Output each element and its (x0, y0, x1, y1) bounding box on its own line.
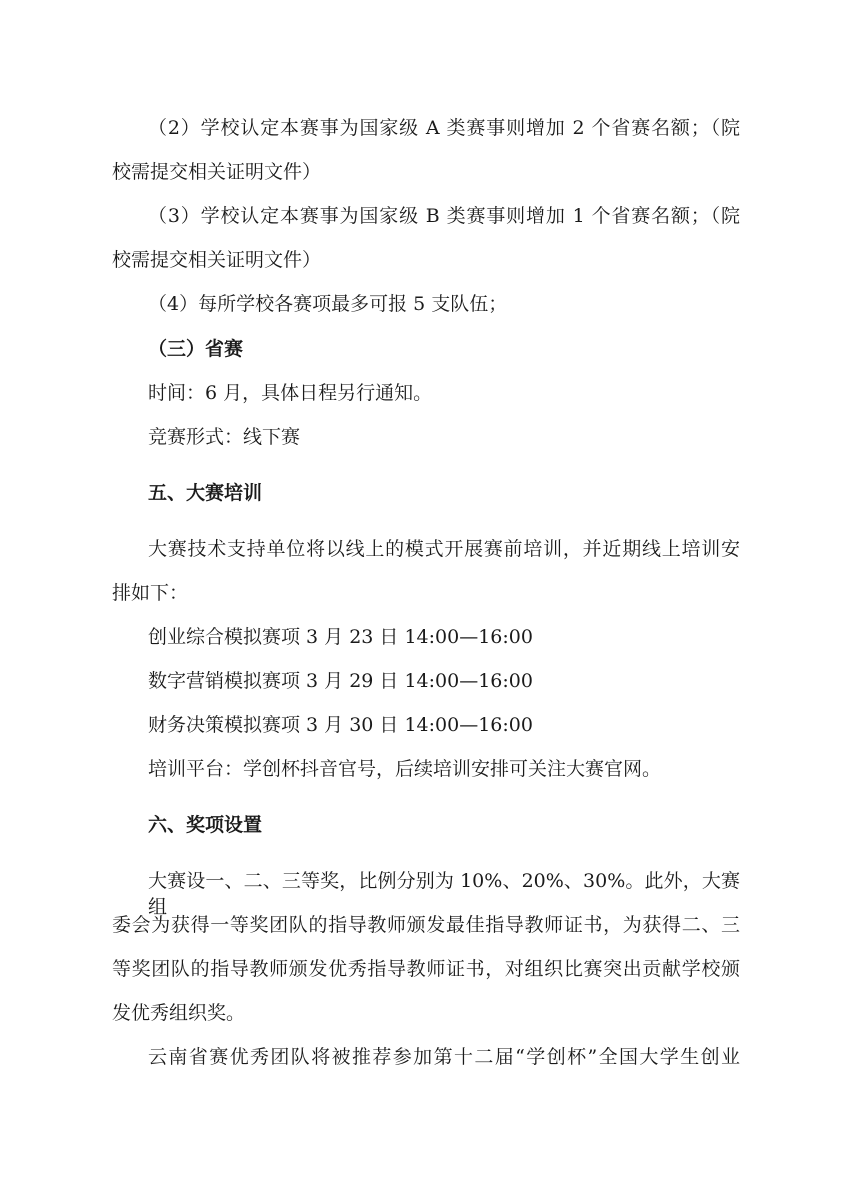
section-3-format: 竞赛形式：线下赛 (148, 426, 301, 448)
awards-line-2: 委会为获得一等奖团队的指导教师颁发最佳指导教师证书，为获得二、三 (112, 914, 740, 936)
training-session: 数字营销模拟赛项 3 月 29 日 14:00—16:00 (148, 670, 533, 692)
item-3-line-1: （3）学校认定本赛事为国家级 B 类赛事则增加 1 个省赛名额；（院 (148, 205, 740, 227)
item-4: （4）每所学校各赛项最多可报 5 支队伍； (148, 293, 508, 315)
item-3-line-2: 校需提交相关证明文件） (112, 249, 322, 271)
training-session: 财务决策模拟赛项 3 月 30 日 14:00—16:00 (148, 714, 533, 736)
item-2-line-1: （2）学校认定本赛事为国家级 A 类赛事则增加 2 个省赛名额；（院 (148, 117, 740, 139)
item-2-line-2: 校需提交相关证明文件） (112, 161, 322, 183)
recommend-line-1: 云南省赛优秀团队将被推荐参加第十二届“学创杯”全国大学生创业 (148, 1046, 740, 1068)
heading-awards: 六、奖项设置 (148, 814, 263, 836)
training-platform: 培训平台：学创杯抖音官号，后续培训安排可关注大赛官网。 (148, 758, 662, 780)
training-session: 创业综合模拟赛项 3 月 23 日 14:00—16:00 (148, 626, 533, 648)
section-3-time: 时间：6 月，具体日程另行通知。 (148, 382, 433, 404)
awards-line-1: 大赛设一、二、三等奖，比例分别为 10%、20%、30%。此外，大赛组 (148, 870, 740, 918)
awards-line-4: 发优秀组织奖。 (112, 1002, 246, 1024)
training-intro-line-1: 大赛技术支持单位将以线上的模式开展赛前培训，并近期线上培训安 (148, 538, 740, 560)
heading-training: 五、大赛培训 (148, 482, 263, 504)
training-intro-line-2: 排如下： (112, 582, 189, 604)
awards-line-3: 等奖团队的指导教师颁发优秀指导教师证书，对组织比赛突出贡献学校颁 (112, 958, 740, 980)
section-3-heading: （三）省赛 (148, 338, 244, 360)
